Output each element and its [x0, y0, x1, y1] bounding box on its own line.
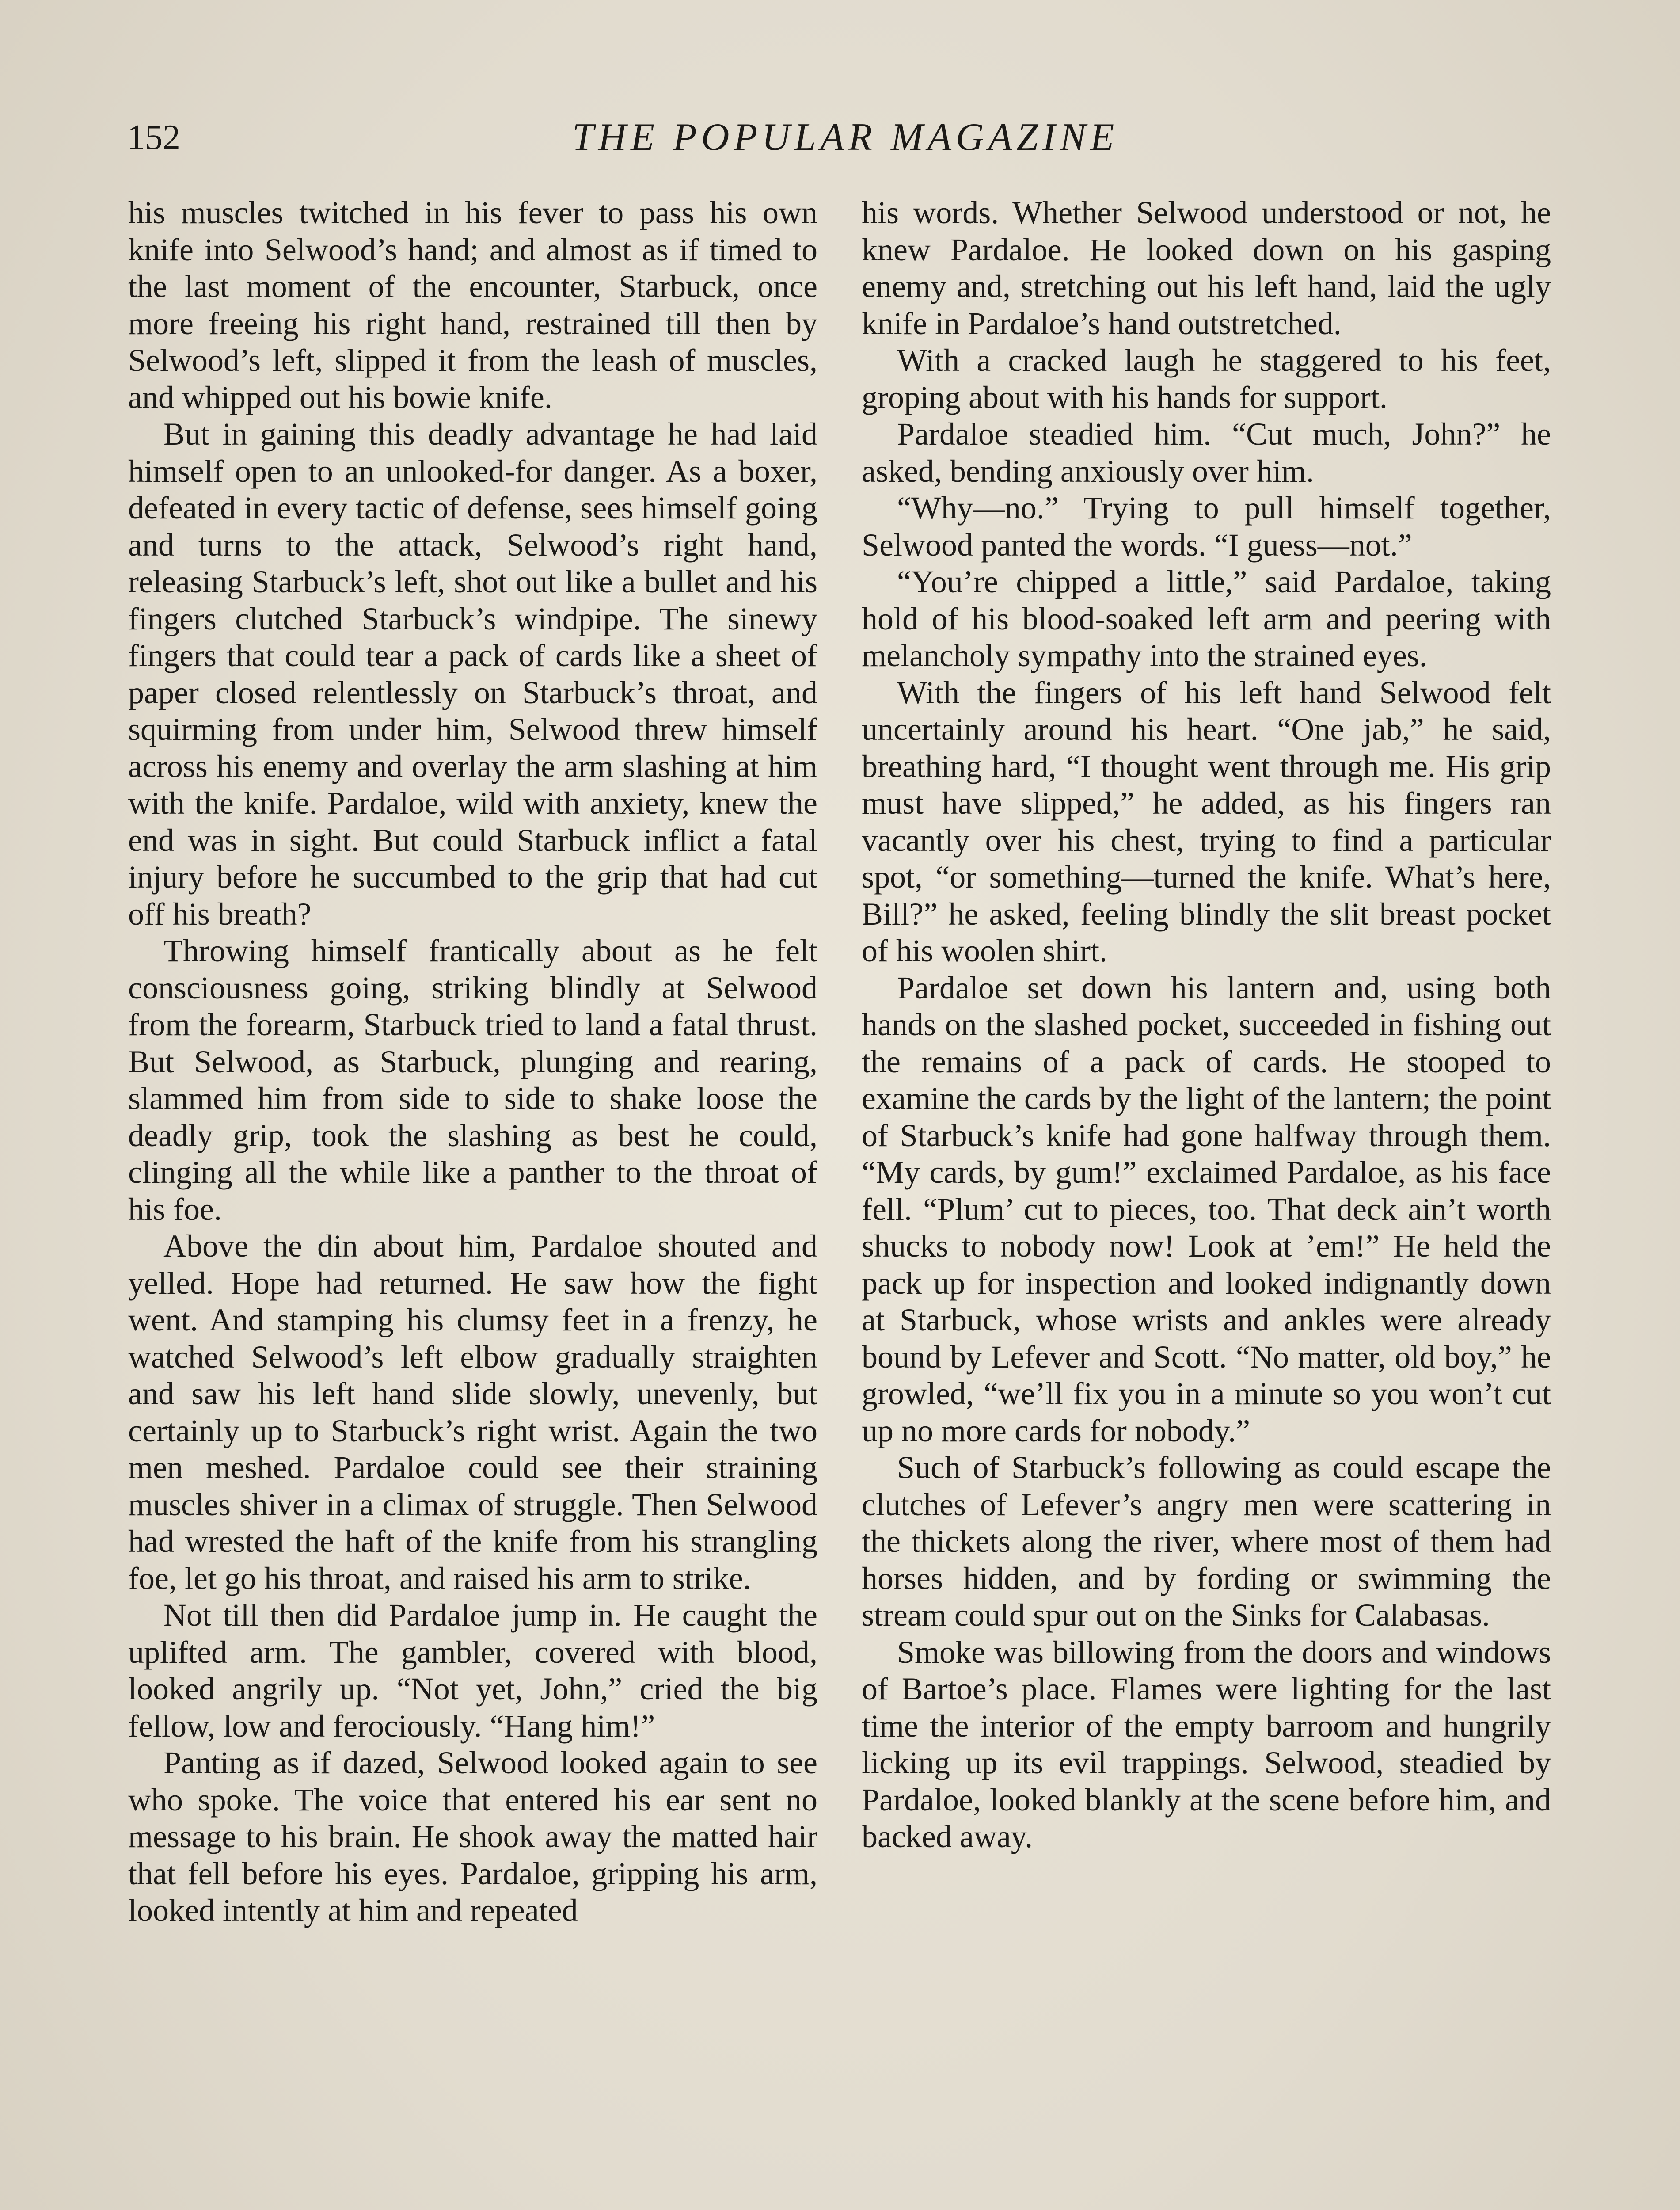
page-number: 152 [127, 118, 180, 157]
page-header [127, 110, 1563, 171]
text-column-left [128, 194, 817, 2210]
running-title: THE POPULAR MAGAZINE [572, 116, 1119, 159]
paragraph: With a cracked laugh he staggered to his feet, groping about with his hands for support. [862, 343, 1551, 415]
paragraph: “Why—no.” Trying to pull himself together, Selwood panted the words. “I guess—not.” [862, 490, 1551, 563]
text-column-right [862, 194, 1551, 2210]
paragraph: his words. Whether Selwood understood or not, he knew Pardaloe. He looked down on his gasping enemy and, stretching out his left hand, laid the ugly knife in Pardaloe’s hand outstretched. [862, 195, 1551, 341]
paragraph: Pardaloe steadied him. “Cut much, John?” he asked, bending anxiously over him. [862, 416, 1551, 489]
paragraph: “You’re chipped a little,” said Pardaloe, taking hold of his blood-soaked left arm and peering with melancholy sympathy into the strained eyes. [862, 564, 1551, 673]
paragraph: Such of Starbuck’s following as could escape the clutches of Lefever’s angry men were scattering in the thickets along the river, where most of them had horses hidden, and by fording or swimming the stream could spur out on the Sinks for Calabasas. [862, 1450, 1551, 1633]
paragraph: Pardaloe set down his lantern and, using both hands on the slashed pocket, succeeded in fishing out the remains of a pack of cards. He stooped to examine the cards by the light of the lantern; the point of Starbuck’s knife had gone halfway through them. “My cards, by gum!” exclaimed Pardaloe, as his face fell. “Plum’ cut to pieces, too. That deck ain’t worth shucks to nobody now! Look at ’em!” He held the pack up for inspection and looked indignantly down at Starbuck, whose wrists and ankles were already bound by Lefever and Scott. “No matter, old boy,” he growled, “we’ll fix you in a minute so you won’t cut up no more cards for nobody.” [862, 970, 1551, 1448]
paragraph: Smoke was billowing from the doors and windows of Bartoe’s place. Flames were lighting for the last time the interior of the empty barroom and hungrily licking up its evil trappings. Selwood, steadied by Pardaloe, looked blankly at the scene before him, and backed away. [862, 1634, 1551, 1854]
paragraph: Panting as if dazed, Selwood looked again to see who spoke. The voice that entered his ear sent no message to his brain. He shook away the matted hair that fell before his eyes. Pardaloe, gripping his arm, looked intently at him and repeated [128, 1745, 817, 1928]
paragraph: Not till then did Pardaloe jump in. He caught the uplifted arm. The gambler, covered with blood, looked angrily up. “Not yet, John,” cried the big fellow, low and ferociously. “Hang him!” [128, 1597, 817, 1744]
paragraph: Throwing himself frantically about as he felt consciousness going, striking blindly at Selwood from the forearm, Starbuck tried to land a fatal thrust. But Selwood, as Starbuck, plunging and rearing, slammed him from side to side to shake loose the deadly grip, took the slashing as best he could, clinging all the while like a panther to the throat of his foe. [128, 933, 817, 1227]
paragraph: his muscles twitched in his fever to pass his own knife into Selwood’s hand; and almost as if timed to the last moment of the encounter, Starbuck, once more freeing his right hand, restrained till then by Selwood’s left, slipped it from the leash of muscles, and whipped out his bowie knife. [128, 195, 817, 415]
paragraph: Above the din about him, Pardaloe shouted and yelled. Hope had returned. He saw how the fight went. And stamping his clumsy feet in a frenzy, he watched Selwood’s left elbow gradually straighten and saw his left hand slide slowly, unevenly, but certainly up to Starbuck’s right wrist. Again the two men meshed. Pardaloe could see their straining muscles shiver in a climax of struggle. Then Selwood had wrested the haft of the knife from his strangling foe, let go his throat, and raised his arm to strike. [128, 1228, 817, 1596]
paragraph: But in gaining this deadly advantage he had laid himself open to an unlooked-for danger. As a boxer, defeated in every tactic of defense, sees himself going and turns to the attack, Selwood’s right hand, releasing Starbuck’s left, shot out like a bullet and his fingers clutched Starbuck’s windpipe. The sinewy fingers that could tear a pack of cards like a sheet of paper closed relentlessly on Starbuck’s throat, and squirming from under him, Selwood threw himself across his enemy and overlay the arm slashing at him with the knife. Pardaloe, wild with anxiety, knew the end was in sight. But could Starbuck inflict a fatal injury before he succumbed to the grip that had cut off his breath? [128, 416, 817, 932]
paragraph: With the fingers of his left hand Selwood felt uncertainly around his heart. “One jab,” he said, breathing hard, “I thought went through me. His grip must have slipped,” he added, as his fingers ran vacantly over his chest, trying to find a particular spot, “or something—turned the knife. What’s here, Bill?” he asked, feeling blindly the slit breast pocket of his woolen shirt. [862, 674, 1551, 968]
